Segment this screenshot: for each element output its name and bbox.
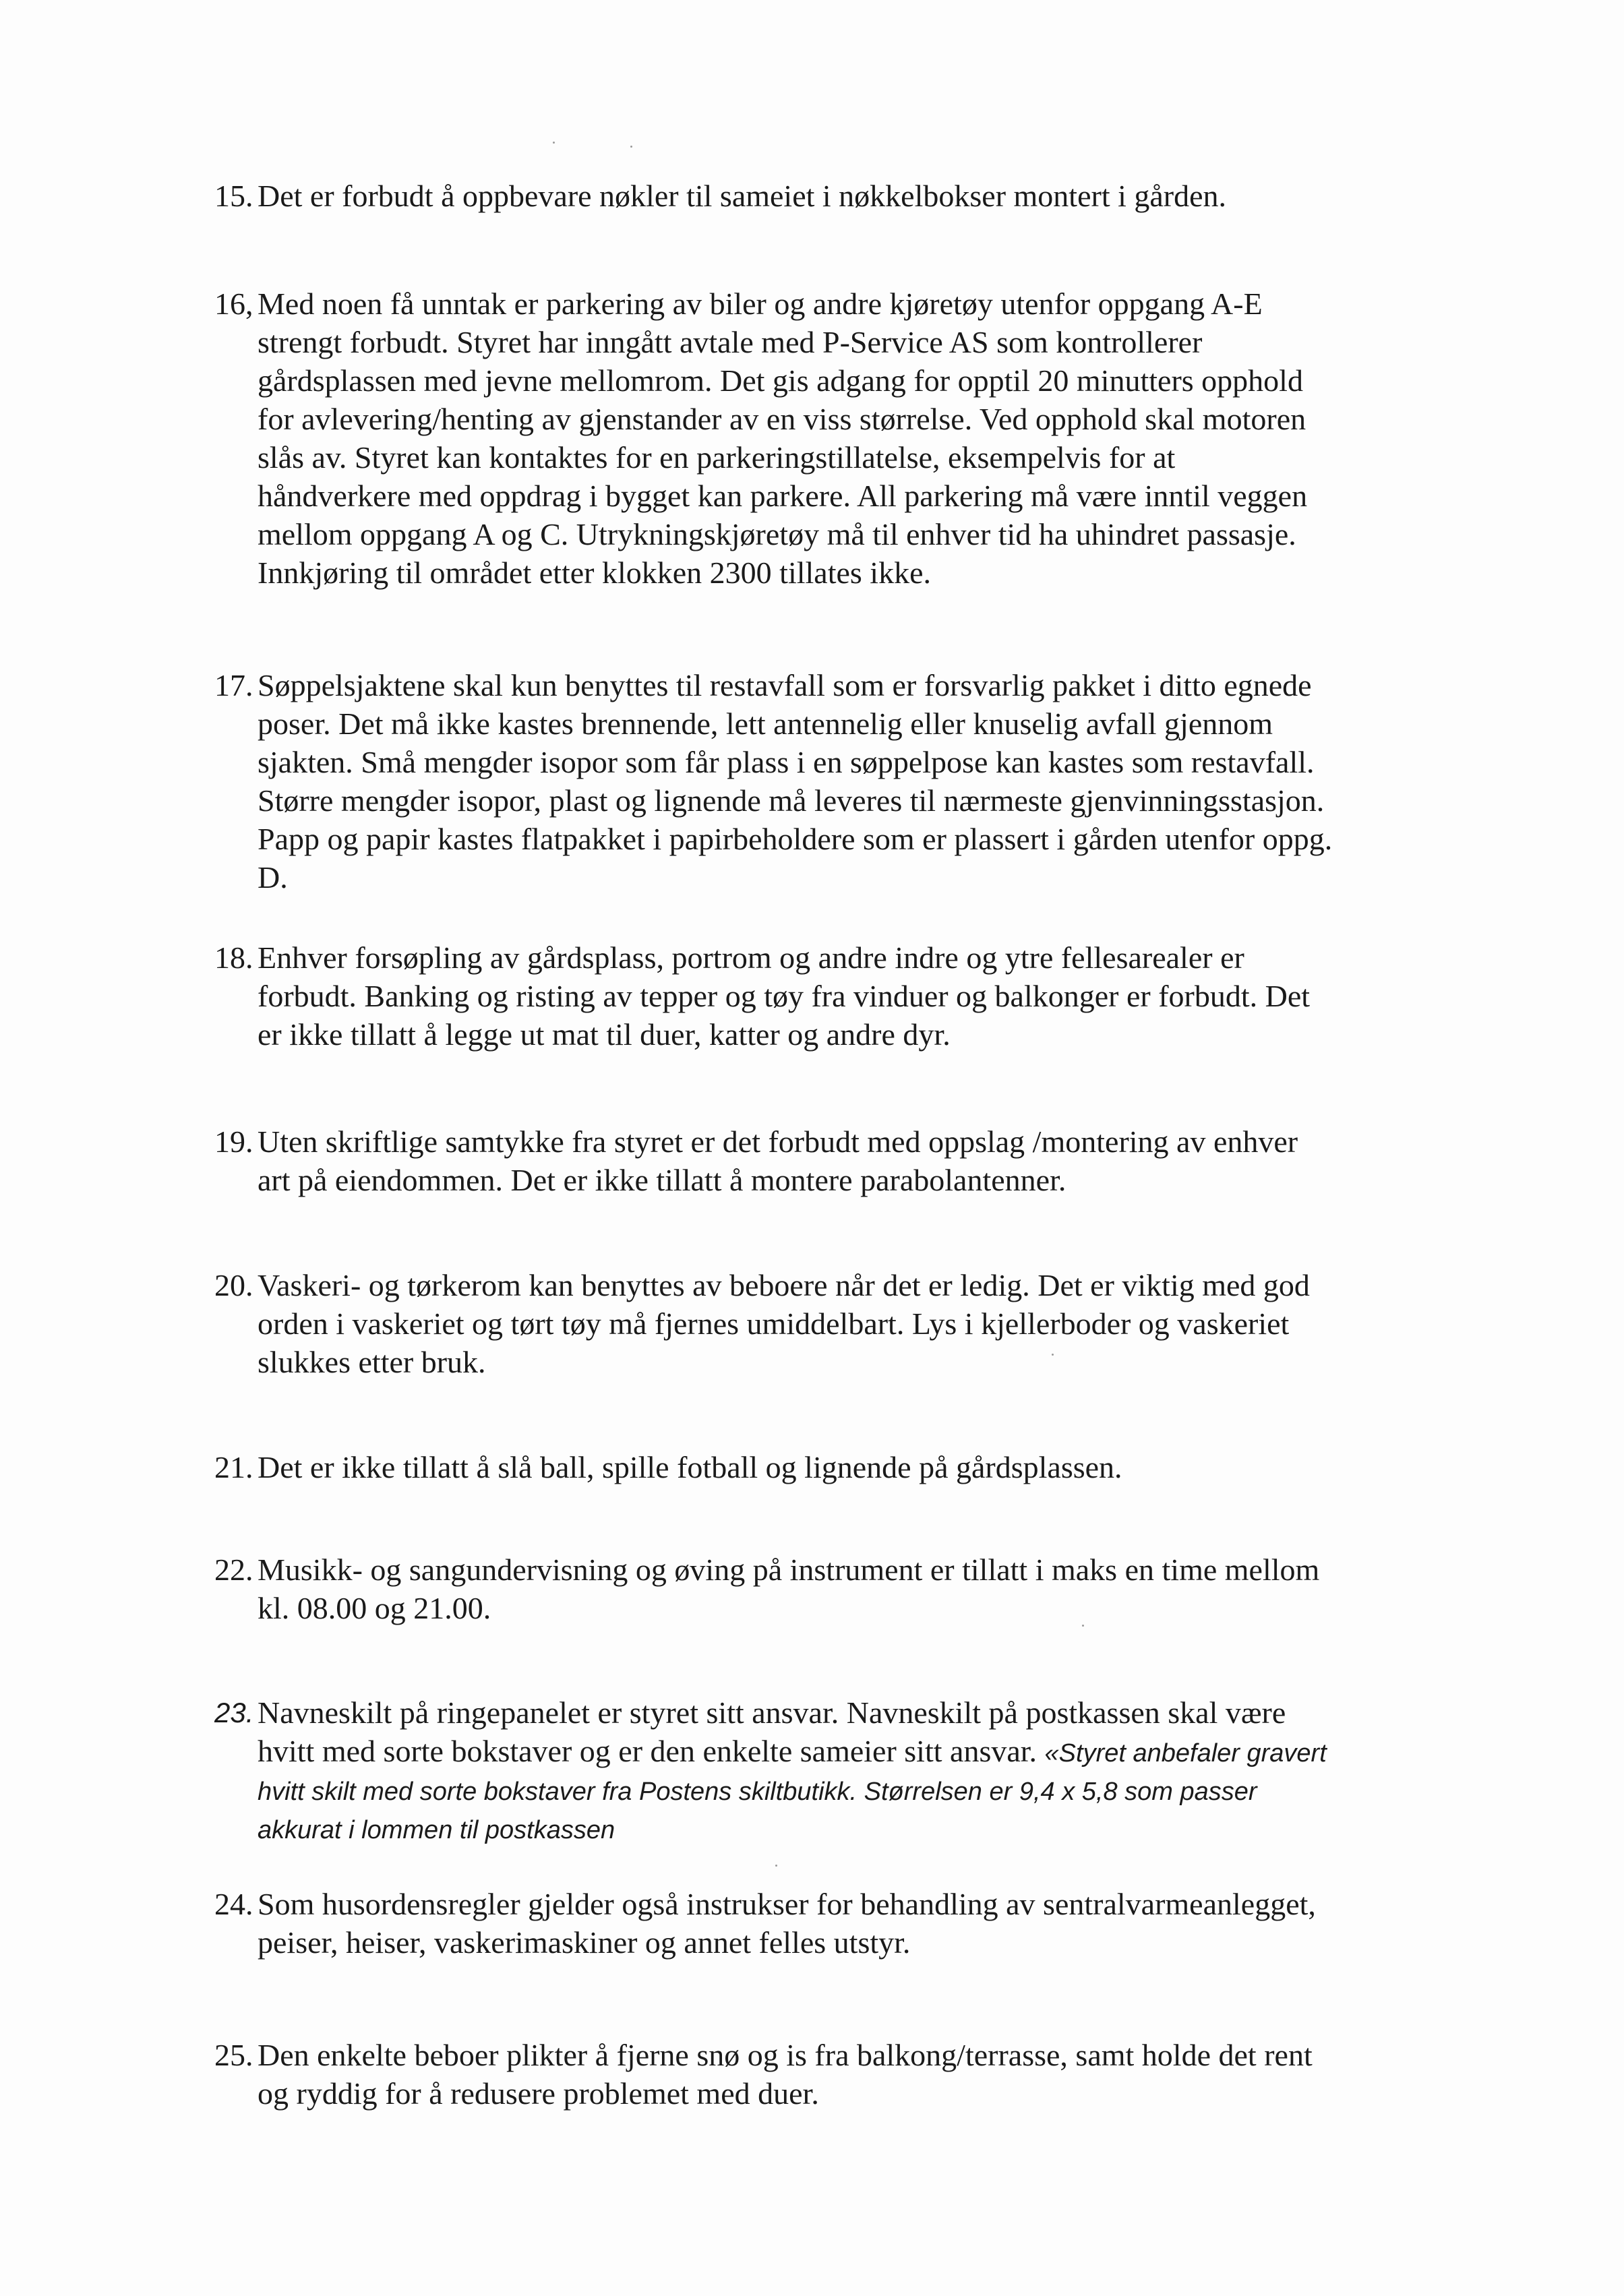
rule-line: Papp og papir kastes flatpakket i papirbeholdere som er plassert i gården utenfor oppg.: [258, 822, 1333, 856]
rule-line: art på eiendommen. Det er ikke tillatt å montere parabolantenner.: [258, 1163, 1066, 1197]
rule-text: [258, 666, 1464, 897]
rule-number: 22.: [214, 1552, 253, 1587]
rule-line: mellom oppgang A og C. Utrykningskjøretøy må til enhver tid ha uhindret passasje.: [258, 517, 1296, 551]
rule-line: Vaskeri- og tørkerom kan benyttes av beboere når det er ledig. Det er viktig med god: [258, 1268, 1310, 1302]
rule-line: strengt forbudt. Styret har inngått avtale med P-Service AS som kontrollerer: [258, 325, 1203, 359]
rule-line: Navneskilt på ringepanelet er styret sitt ansvar. Navneskilt på postkassen skal være: [258, 1695, 1286, 1730]
rule-line: Uten skriftlige samtykke fra styret er det forbudt med oppslag /montering av enhver: [258, 1124, 1298, 1159]
rule-line: Det er ikke tillatt å slå ball, spille fotball og lignende på gårdsplassen.: [258, 1450, 1122, 1484]
recommendation-note-line: akkurat i lommen til postkassen: [258, 1816, 615, 1844]
rule-line: Den enkelte beboer plikter å fjerne snø og is fra balkong/terrasse, samt holde det rent: [258, 2038, 1313, 2072]
scan-speck: [775, 1865, 777, 1867]
rule-line: Det er forbudt å oppbevare nøkler til sameiet i nøkkelbokser montert i gården.: [258, 179, 1227, 213]
rule-number: 17.: [214, 668, 253, 702]
rule-line: Søppelsjaktene skal kun benyttes til restavfall som er forsvarlig pakket i ditto egnede: [258, 668, 1312, 702]
rule-line-mixed: [258, 1732, 1464, 1773]
rule-line: orden i vaskeriet og tørt tøy må fjernes umiddelbart. Lys i kjellerboder og vaskeriet: [258, 1306, 1290, 1341]
rule-number: 21.: [214, 1450, 253, 1484]
rule-text: [258, 1266, 1464, 1381]
rule-text: [258, 1885, 1464, 1962]
rule-text: [258, 2036, 1464, 2113]
rule-number: 16,: [214, 286, 253, 321]
rule-text: [258, 1122, 1464, 1199]
rule-line: kl. 08.00 og 21.00.: [258, 1591, 491, 1625]
rule-number: 18.: [214, 940, 253, 975]
rule-text: [258, 284, 1464, 592]
rule-line: håndverkere med oppdrag i bygget kan parkere. All parkering må være inntil veggen: [258, 479, 1308, 513]
rule-line: Med noen få unntak er parkering av biler og andre kjøretøy utenfor oppgang A-E: [258, 286, 1263, 321]
scan-speck: [1082, 1625, 1084, 1627]
rule-line: sjakten. Små mengder isopor som får plass i en søppelpose kan kastes som restavfall.: [258, 745, 1315, 779]
rule-line: gårdsplassen med jevne mellomrom. Det gis adgang for opptil 20 minutters opphold: [258, 363, 1303, 398]
rule-text: [258, 1550, 1464, 1627]
rule-line: slås av. Styret kan kontaktes for en parkeringstillatelse, eksempelvis for at: [258, 440, 1176, 475]
rule-line: Enhver forsøpling av gårdsplass, portrom og andre indre og ytre fellesarealer er: [258, 940, 1244, 975]
rule-line: slukkes etter bruk.: [258, 1345, 486, 1379]
scan-speck: [1052, 1354, 1054, 1356]
rule-line: D.: [258, 860, 288, 895]
rule-line: Innkjøring til området etter klokken 2300 tillates ikke.: [258, 555, 931, 590]
rule-number: 15.: [214, 179, 253, 213]
recommendation-note-start: «Styret anbefaler gravert: [1044, 1739, 1327, 1768]
rule-number: 23.: [214, 1697, 254, 1728]
scan-speck: [553, 142, 555, 144]
rule-line: er ikke tillatt å legge ut mat til duer, katter og andre dyr.: [258, 1017, 951, 1052]
rule-line: Som husordensregler gjelder også instrukser for behandling av sentralvarmeanlegget,: [258, 1887, 1316, 1921]
rule-line: poser. Det må ikke kastes brennende, lett antennelig eller knuselig avfall gjennom: [258, 706, 1273, 741]
rule-line: for avlevering/henting av gjenstander av en viss størrelse. Ved opphold skal motoren: [258, 402, 1306, 436]
rule-line: og ryddig for å redusere problemet med duer.: [258, 2076, 819, 2111]
rule-number: 24.: [214, 1887, 253, 1921]
rule-line: Musikk- og sangundervisning og øving på instrument er tillatt i maks en time mellom: [258, 1552, 1320, 1587]
rule-number: 19.: [214, 1124, 253, 1159]
rule-line-plain-part: hvitt med sorte bokstaver og er den enkelte sameier sitt ansvar.: [258, 1734, 1045, 1768]
rule-line: peiser, heiser, vaskerimaskiner og annet felles utstyr.: [258, 1925, 911, 1960]
rule-text: [258, 938, 1464, 1054]
rule-text: [258, 1693, 1464, 1850]
recommendation-note-line: hvitt skilt med sorte bokstaver fra Postens skiltbutikk. Størrelsen er 9,4 x 5,8 som passer: [258, 1778, 1257, 1806]
rule-text: [258, 177, 1464, 215]
scan-speck: [630, 146, 632, 148]
rule-number: 25.: [214, 2038, 253, 2072]
rule-line: Større mengder isopor, plast og lignende må leveres til nærmeste gjenvinningsstasjon.: [258, 783, 1325, 818]
rule-number: 20.: [214, 1268, 253, 1302]
rule-text: [258, 1448, 1464, 1486]
rule-line: forbudt. Banking og risting av tepper og tøy fra vinduer og balkonger er forbudt. Det: [258, 979, 1311, 1013]
